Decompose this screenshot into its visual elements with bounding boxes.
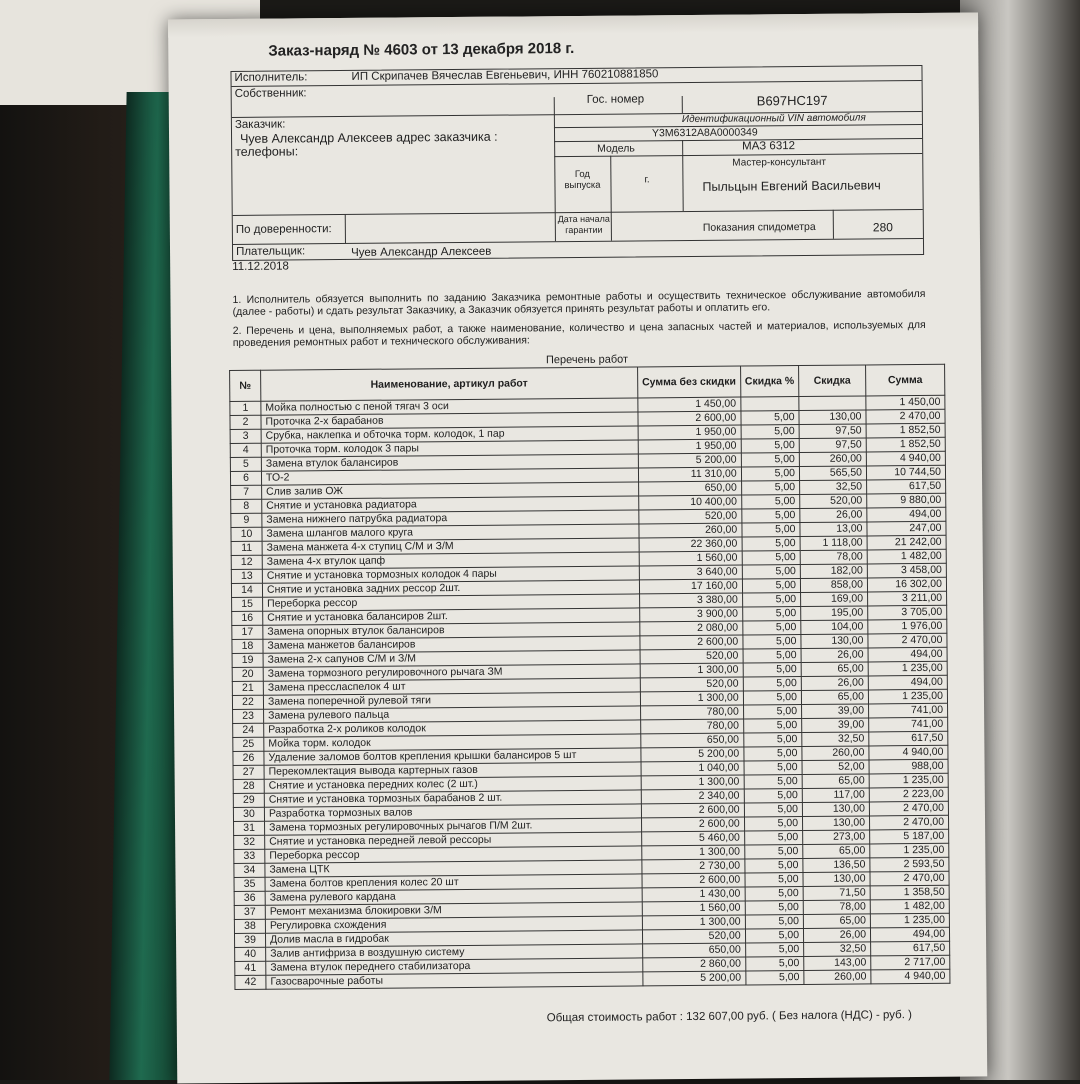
odometer-value: 280	[872, 220, 893, 235]
proxy-label: По доверенности:	[235, 223, 332, 236]
table-cell: Проточка торм. колодок 3 пары	[261, 440, 638, 457]
table-cell: 741,00	[869, 717, 948, 732]
table-cell: 34	[234, 863, 265, 877]
table-cell: Замена рулевого пальца	[264, 706, 641, 723]
table-cell: 21	[232, 681, 263, 695]
table-cell: 5 200,00	[641, 747, 744, 762]
table-cell: 1 118,00	[800, 536, 867, 551]
table-cell: 247,00	[867, 521, 946, 536]
table-cell: 5 187,00	[870, 829, 949, 844]
table-cell: 130,00	[802, 816, 869, 831]
table-cell: 143,00	[804, 956, 871, 971]
table-cell: 117,00	[802, 788, 869, 803]
table-cell: 13	[231, 569, 262, 583]
table-cell: 1 450,00	[866, 395, 945, 410]
table-cell: ТО-2	[261, 468, 638, 485]
table-cell: Замена 2-х сапунов С/М и З/М	[263, 650, 640, 667]
table-cell: 5,00	[745, 901, 803, 916]
table-cell: Переборка рессор	[265, 846, 642, 863]
table-cell	[741, 397, 799, 412]
table-cell: 65,00	[803, 844, 870, 859]
table-cell: 5,00	[744, 747, 802, 762]
table-cell: 5,00	[743, 663, 801, 678]
table-cell: 1 450,00	[638, 397, 741, 412]
works-table	[229, 351, 950, 990]
table-cell: 2 730,00	[642, 859, 745, 874]
table-cell: 36	[234, 891, 265, 905]
table-header-cell: Скидка	[799, 365, 866, 397]
table-cell: 1 040,00	[641, 761, 744, 776]
table-cell: Снятие и установка передней левой рессоры	[265, 832, 642, 849]
table-cell: Замена тормозных регулировочных рычагов П/М 2шт.	[265, 818, 642, 835]
odometer-label: Показания спидометра	[702, 220, 816, 234]
table-cell: 16	[232, 611, 263, 625]
table-cell: 3	[230, 429, 261, 443]
table-cell: 1 852,50	[866, 437, 945, 452]
document-title: Заказ-наряд № 4603 от 13 декабря 2018 г.	[268, 39, 575, 60]
table-cell: 780,00	[641, 719, 744, 734]
table-cell: 5,00	[741, 425, 799, 440]
table-cell: 5,00	[745, 887, 803, 902]
table-cell: 26	[233, 751, 264, 765]
table-cell: 42	[235, 975, 266, 989]
table-cell: 32	[234, 835, 265, 849]
table-cell: 7	[231, 485, 262, 499]
table-cell: 22	[232, 695, 263, 709]
table-cell: 2 080,00	[640, 621, 743, 636]
table-cell: 39,00	[802, 704, 869, 719]
table-cell: 5,00	[745, 943, 803, 958]
table-cell: 97,50	[799, 438, 866, 453]
table-cell: 17 160,00	[639, 579, 742, 594]
table-cell: 5,00	[743, 677, 801, 692]
table-cell: 520,00	[640, 677, 743, 692]
table-cell: 18	[232, 639, 263, 653]
table-cell: Разработка тормозных валов	[264, 804, 641, 821]
table-cell: 14	[231, 583, 262, 597]
table-cell: 1 560,00	[642, 901, 745, 916]
table-cell: Разработка 2-х роликов колодок	[264, 720, 641, 737]
table-cell: 494,00	[868, 647, 947, 662]
table-cell: 5,00	[742, 621, 800, 636]
table-cell: 39	[234, 933, 265, 947]
table-header-cell: Сумма	[866, 364, 945, 396]
table-cell: 33	[234, 849, 265, 863]
table-cell: 2 340,00	[641, 789, 744, 804]
table-cell: 40	[235, 947, 266, 961]
table-cell: Снятие и установка передних колес (2 шт.)	[264, 776, 641, 793]
table-cell: 41	[235, 961, 266, 975]
table-cell: Замена поперечной рулевой тяги	[263, 692, 640, 709]
executor-value: ИП Скрипачев Вячеслав Евгеньевич, ИНН 760210881850	[351, 68, 659, 83]
table-cell: 2 470,00	[869, 801, 948, 816]
year-value: г.	[644, 174, 650, 186]
vin-value: Y3M6312A8A0000349	[651, 126, 758, 140]
table-cell: 1 976,00	[868, 619, 947, 634]
table-cell: 260,00	[639, 523, 742, 538]
table-cell: 23	[233, 709, 264, 723]
table-cell: 32,50	[800, 480, 867, 495]
table-cell: 5,00	[746, 971, 804, 986]
table-cell: Слив залив ОЖ	[262, 482, 639, 499]
table-cell: 28	[233, 779, 264, 793]
table-cell: Замена рулевого кардана	[265, 888, 642, 905]
table-cell: 1	[230, 401, 261, 415]
table-cell: 169,00	[801, 592, 868, 607]
table-cell: Снятие и установка балансиров 2шт.	[263, 608, 640, 625]
table-cell: 5,00	[742, 607, 800, 622]
table-cell: 29	[233, 793, 264, 807]
table-header-cell: Скидка %	[740, 366, 799, 398]
table-cell: 32,50	[804, 942, 871, 957]
table-cell: 5 460,00	[641, 831, 744, 846]
table-cell: 4 940,00	[869, 745, 948, 760]
paragraph-1: 1. Исполнитель обязуется выполнить по заданию Заказчика ремонтные работы и осуществить техническое обслуживание автомобиля (далее - работы) и сдать результат Заказчику, а Заказчик обязуется принять результат работы и оплатить его.	[232, 287, 926, 318]
table-cell: 130,00	[802, 802, 869, 817]
warranty-label: Дата начала гарантии	[557, 213, 610, 236]
table-cell: 650,00	[642, 943, 745, 958]
table-header-cell: №	[230, 370, 261, 401]
total-cost: Общая стоимость работ : 132 607,00 руб. ( Без налога (НДС) - руб. )	[546, 1009, 912, 1025]
table-cell: 5,00	[744, 789, 802, 804]
table-cell: Ремонт механизма блокировки З/М	[265, 902, 642, 919]
customer-label: Заказчик:	[234, 118, 286, 131]
table-cell: Регулировка схождения	[265, 916, 642, 933]
table-cell	[799, 396, 866, 411]
table-cell: 2 600,00	[642, 873, 745, 888]
table-cell: 1 235,00	[870, 843, 949, 858]
table-cell: 1 300,00	[642, 845, 745, 860]
table-cell: 16 302,00	[867, 577, 946, 592]
table-cell: Удаление заломов болтов крепления крышки балансиров 5 шт	[264, 748, 641, 765]
table-cell: 3 640,00	[639, 565, 742, 580]
table-cell: 2 860,00	[643, 957, 746, 972]
table-cell: 130,00	[803, 872, 870, 887]
table-cell: 5,00	[743, 691, 801, 706]
table-cell: 1 235,00	[870, 913, 949, 928]
owner-label: Собственник:	[234, 87, 307, 100]
header-block	[230, 65, 924, 261]
table-cell: 494,00	[870, 927, 949, 942]
table-cell: 11 310,00	[638, 467, 741, 482]
table-cell: Залив антифриза в воздушную систему	[266, 944, 643, 961]
table-cell: Замена манжетов балансиров	[263, 636, 640, 653]
table-cell: 1 235,00	[868, 661, 947, 676]
table-cell: 20	[232, 667, 263, 681]
table-cell: 1 300,00	[641, 775, 744, 790]
payer-label: Плательщик:	[235, 245, 306, 258]
table-cell: 650,00	[641, 733, 744, 748]
document-date: 11.12.2018	[232, 260, 289, 273]
table-cell: 1 560,00	[639, 551, 742, 566]
paragraph-2: 2. Перечень и цена, выполняемых работ, а также наименование, количество и цена запасных частей и материалов, используемых для проведения ремонтных работ и технического обслуживания:	[232, 318, 926, 349]
table-cell: 10 400,00	[639, 495, 742, 510]
table-cell: 494,00	[868, 675, 947, 690]
table-cell: 565,50	[799, 466, 866, 481]
table-cell: Замена шлангов малого круга	[262, 524, 639, 541]
table-cell: 5,00	[742, 579, 800, 594]
table-cell: 1 852,50	[866, 423, 945, 438]
table-cell: 5,00	[742, 551, 800, 566]
table-cell: Долив масла в гидробак	[265, 930, 642, 947]
table-cell: 97,50	[799, 424, 866, 439]
table-cell: Замена ЦТК	[265, 860, 642, 877]
table-cell: 2 470,00	[869, 815, 948, 830]
table-cell: 5,00	[741, 439, 799, 454]
table-cell: 52,00	[802, 760, 869, 775]
table-cell: 617,50	[867, 479, 946, 494]
table-cell: 15	[232, 597, 263, 611]
table-cell: 3 458,00	[867, 563, 946, 578]
table-cell: 24	[233, 723, 264, 737]
table-cell: 2 600,00	[640, 635, 743, 650]
table-cell: 2 593,50	[870, 857, 949, 872]
table-cell: 520,00	[642, 929, 745, 944]
table-cell: 1 482,00	[870, 899, 949, 914]
table-cell: 1 950,00	[638, 439, 741, 454]
table-cell: Мойка полностью с пеной тягач 3 оси	[261, 398, 638, 415]
table-cell: 520,00	[640, 649, 743, 664]
table-cell: 5,00	[744, 845, 802, 860]
table-cell: 4 940,00	[866, 451, 945, 466]
table-cell: 195,00	[801, 606, 868, 621]
table-cell: 650,00	[638, 481, 741, 496]
table-cell: Срубка, наклепка и обточка торм. колодок, 1 пар	[261, 426, 638, 443]
table-cell: 9 880,00	[867, 493, 946, 508]
table-cell: 5,00	[741, 481, 799, 496]
table-cell: 26,00	[801, 648, 868, 663]
table-cell: Замена пресслаcпелок 4 шт	[263, 678, 640, 695]
table-cell: 2 470,00	[870, 871, 949, 886]
table-cell: Замена 4-х втулок цапф	[262, 552, 639, 569]
table-cell: 5,00	[745, 957, 803, 972]
table-cell: 2 600,00	[641, 803, 744, 818]
table-cell: 65,00	[803, 914, 870, 929]
table-cell: 13,00	[800, 522, 867, 537]
table-cell: 10	[231, 527, 262, 541]
table-cell: Снятие и установка тормозных барабанов 2 шт.	[264, 790, 641, 807]
table-cell: 37	[234, 905, 265, 919]
table-cell: 5	[230, 457, 261, 471]
table-cell: 260,00	[804, 970, 871, 985]
table-body	[230, 395, 950, 989]
table-cell: 11	[231, 541, 262, 555]
table-cell: 2	[230, 415, 261, 429]
table-cell: 1 300,00	[642, 915, 745, 930]
payer-value: Чуев Александр Алексеев	[351, 245, 492, 259]
table-cell: 2 717,00	[871, 955, 950, 970]
table-cell: 39,00	[802, 718, 869, 733]
table-cell: 1 358,50	[870, 885, 949, 900]
table-cell: 5,00	[744, 775, 802, 790]
table-cell: 5,00	[743, 719, 801, 734]
table-cell: 26,00	[803, 928, 870, 943]
table-cell: Переборка рессор	[263, 594, 640, 611]
table-cell: 5,00	[742, 523, 800, 538]
table-cell: 22 360,00	[639, 537, 742, 552]
table-cell: 5,00	[741, 467, 799, 482]
table-cell: 260,00	[799, 452, 866, 467]
table-cell: 5,00	[743, 649, 801, 664]
table-cell: 26,00	[801, 676, 868, 691]
table-cell: 104,00	[801, 620, 868, 635]
table-cell: Замена втулок переднего стабилизатора	[266, 958, 643, 975]
plate-value: В697НС197	[756, 92, 828, 109]
table-caption: Перечень работ	[545, 353, 629, 367]
table-cell: 780,00	[640, 705, 743, 720]
model-label: Модель	[597, 142, 635, 155]
table-cell: 5,00	[744, 761, 802, 776]
table-cell: 78,00	[803, 900, 870, 915]
table-cell: 1 235,00	[869, 773, 948, 788]
table-cell: 130,00	[799, 410, 866, 425]
table-cell: 2 600,00	[641, 817, 744, 832]
table-cell: Снятие и установка радиатора	[262, 496, 639, 513]
table-cell: 136,50	[803, 858, 870, 873]
table-cell: 273,00	[803, 830, 870, 845]
table-cell: 3 705,00	[868, 605, 947, 620]
table-cell: 5 200,00	[643, 971, 746, 986]
year-label: Год выпуска	[564, 168, 601, 192]
table-cell: 5,00	[741, 495, 799, 510]
table-cell: 3 211,00	[868, 591, 947, 606]
table-cell: 617,50	[871, 941, 950, 956]
table-cell: 26,00	[800, 508, 867, 523]
table-cell: 5,00	[743, 733, 801, 748]
vin-label: Идентификационный VIN автомобиля	[681, 112, 866, 126]
table-cell: 6	[230, 471, 261, 485]
table-cell: Проточка 2-х барабанов	[261, 412, 638, 429]
table-cell: 5,00	[744, 831, 802, 846]
table-cell: 19	[232, 653, 263, 667]
table-cell: 65,00	[801, 690, 868, 705]
table-cell: 5,00	[742, 537, 800, 552]
table-cell: 1 300,00	[640, 691, 743, 706]
table-cell: 5,00	[741, 509, 799, 524]
table-cell: 1 235,00	[868, 689, 947, 704]
table-cell: Газосварочные работы	[266, 972, 643, 989]
table-cell: Замена опорных втулок балансиров	[263, 622, 640, 639]
table-cell: 65,00	[802, 774, 869, 789]
table-cell: 5,00	[744, 803, 802, 818]
table-cell: 494,00	[867, 507, 946, 522]
master-label: Мастер-консультант	[732, 156, 827, 169]
table-cell: 21 242,00	[867, 535, 946, 550]
table-cell: 2 470,00	[866, 409, 945, 424]
table-cell: 30	[233, 807, 264, 821]
table-header-cell: Наименование, артикул работ	[261, 367, 638, 401]
table-cell: 5,00	[745, 873, 803, 888]
table-cell: 10 744,50	[866, 465, 945, 480]
table-cell: Замена тормозного регулировочного рычага ЗМ	[263, 664, 640, 681]
table-cell: 3 900,00	[640, 607, 743, 622]
phones-label: телефоны:	[235, 144, 299, 159]
table-cell: 260,00	[802, 746, 869, 761]
table-cell: 1 950,00	[638, 425, 741, 440]
table-cell: 5,00	[743, 705, 801, 720]
plate-label: Гос. номер	[586, 93, 645, 106]
table-cell: 5,00	[745, 859, 803, 874]
table-cell: 32,50	[802, 732, 869, 747]
table-cell: 5,00	[743, 635, 801, 650]
table-cell: Замена манжета 4-х ступиц С/М и З/М	[262, 538, 639, 555]
table-cell: 1 300,00	[640, 663, 743, 678]
table-cell: Мойка торм. колодок	[264, 734, 641, 751]
table-cell: 38	[234, 919, 265, 933]
table-cell: Замена болтов крепления колес 20 шт	[265, 874, 642, 891]
table-cell: 5,00	[742, 565, 800, 580]
table-cell: 520,00	[800, 494, 867, 509]
table-cell: 520,00	[639, 509, 742, 524]
table-cell: 27	[233, 765, 264, 779]
table-cell: Снятие и установка задних рессор 2шт.	[262, 580, 639, 597]
table-cell: 2 600,00	[638, 411, 741, 426]
table-cell: Замена нижнего патрубка радиатора	[262, 510, 639, 527]
table-cell: 617,50	[869, 731, 948, 746]
table-cell: 5,00	[745, 915, 803, 930]
table-cell: 5,00	[741, 453, 799, 468]
table-cell: Снятие и установка тормозных колодок 4 пары	[262, 566, 639, 583]
table-header-cell: Сумма без скидки	[637, 366, 740, 398]
table-cell: 1 430,00	[642, 887, 745, 902]
table-cell: 4 940,00	[871, 969, 950, 984]
master-value: Пыльцын Евгений Васильевич	[702, 178, 881, 194]
table-cell: Замена втулок балансиров	[261, 454, 638, 471]
table-cell: 182,00	[800, 564, 867, 579]
table-cell: 5,00	[745, 929, 803, 944]
customer-value: Чуев Александр Алексеев адрес заказчика :	[239, 129, 498, 146]
table-cell: 3 380,00	[639, 593, 742, 608]
table-cell: 17	[232, 625, 263, 639]
table-cell: 5 200,00	[638, 453, 741, 468]
table-cell: 4	[230, 443, 261, 457]
model-value: МАЗ 6312	[742, 140, 796, 153]
table-cell: 12	[231, 555, 262, 569]
table-cell: 2 223,00	[869, 787, 948, 802]
table-cell: 25	[233, 737, 264, 751]
table-cell: 5,00	[741, 411, 799, 426]
table-cell: 5,00	[742, 593, 800, 608]
page-top-strip	[168, 12, 978, 37]
executor-label: Исполнитель:	[234, 71, 308, 84]
table-cell: 5,00	[744, 817, 802, 832]
table-cell: 9	[231, 513, 262, 527]
table-cell: 31	[234, 821, 265, 835]
table-cell: 1 482,00	[867, 549, 946, 564]
table-cell: 988,00	[869, 759, 948, 774]
table-cell: 71,50	[803, 886, 870, 901]
table-cell: 130,00	[801, 634, 868, 649]
table-cell: 858,00	[800, 578, 867, 593]
table-cell: 78,00	[800, 550, 867, 565]
table-cell: 741,00	[869, 703, 948, 718]
table-cell: 8	[231, 499, 262, 513]
table-cell: 65,00	[801, 662, 868, 677]
table-cell: Перекомлектация вывода картерных газов	[264, 762, 641, 779]
table-cell: 35	[234, 877, 265, 891]
table-cell: 2 470,00	[868, 633, 947, 648]
work-order-page	[168, 12, 987, 1083]
